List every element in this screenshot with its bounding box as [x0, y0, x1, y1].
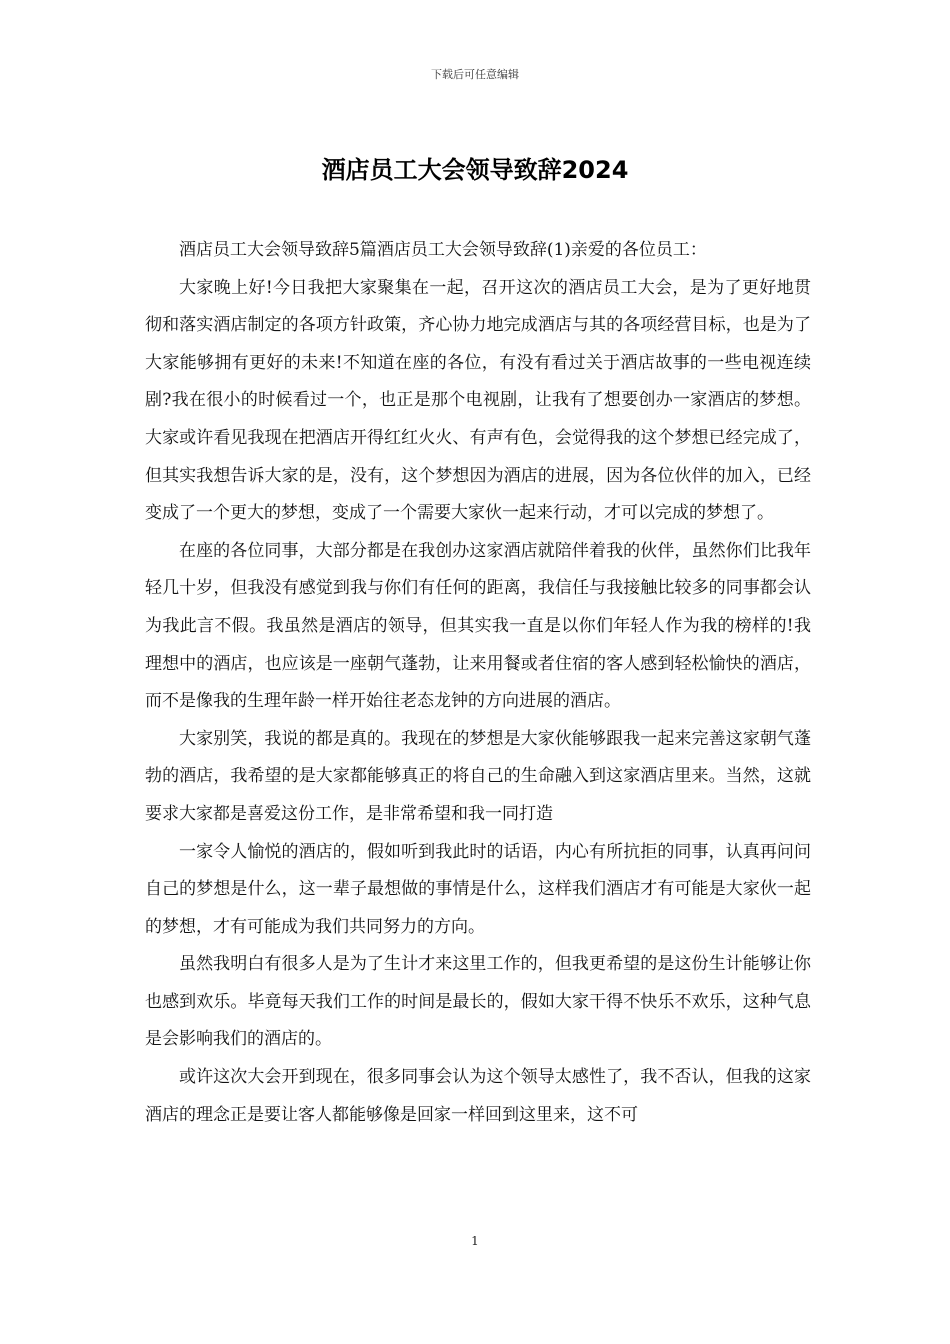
- paragraph: 虽然我明白有很多人是为了生计才来这里工作的，但我更希望的是这份生计能够让你也感到欢乐。毕竟每天我们工作的时间是最长的，假如大家干得不快乐不欢乐，这种气息是会影响我们的酒店的。: [145, 954, 811, 1050]
- paragraph: 大家晚上好!今日我把大家聚集在一起，召开这次的酒店员工大会，是为了更好地贯彻和落实酒店制定的各项方针政策，齐心协力地完成酒店与其的各项经营目标，也是为了大家能够拥有更好的未来!不知道在座的各位，有没有看过关于酒店故事的一些电视连续剧?我在很小的时候看过一个，也正是那个电视剧，让我有了想要创办一家酒店的梦想。大家或许看见我现在把酒店开得红红火火、有声有色，会觉得我的这个梦想已经完成了，但其实我想告诉大家的是，没有，这个梦想因为酒店的进展，因为各位伙伴的加入，已经变成了一个更大的梦想，变成了一个需要大家伙一起来行动，才可以完成的梦想了。: [145, 277, 811, 524]
- document-body: [145, 232, 811, 1134]
- paragraph: 在座的各位同事，大部分都是在我创办这家酒店就陪伴着我的伙伴，虽然你们比我年轻几十岁，但我没有感觉到我与你们有任何的距离，我信任与我接触比较多的同事都会认为我此言不假。我虽然是酒店的领导，但其实我一直是以你们年轻人作为我的榜样的!我理想中的酒店，也应该是一座朝气蓬勃，让来用餐或者住宿的客人感到轻松愉快的酒店，而不是像我的生理年龄一样开始往老态龙钟的方向进展的酒店。: [145, 540, 811, 712]
- header-note: 下载后可任意编辑: [431, 68, 519, 81]
- paragraph: 酒店员工大会领导致辞5篇酒店员工大会领导致辞(1)亲爱的各位员工：: [179, 240, 707, 260]
- paragraph: 或许这次大会开到现在，很多同事会认为这个领导太感性了，我不否认，但我的这家酒店的理念正是要让客人都能够像是回家一样回到这里来，这不可: [145, 1067, 811, 1125]
- document-title: 酒店员工大会领导致辞2024: [321, 156, 629, 184]
- paragraph: 一家令人愉悦的酒店的，假如听到我此时的话语，内心有所抗拒的同事，认真再问问自己的梦想是什么，这一辈子最想做的事情是什么，这样我们酒店才有可能是大家伙一起的梦想，才有可能成为我们共同努力的方向。: [145, 841, 811, 937]
- paragraph: 大家别笑，我说的都是真的。我现在的梦想是大家伙能够跟我一起来完善这家朝气蓬勃的酒店，我希望的是大家都能够真正的将自己的生命融入到这家酒店里来。当然，这就要求大家都是喜爱这份工作，是非常希望和我一同打造: [145, 728, 811, 824]
- page-number: 1: [471, 1234, 479, 1248]
